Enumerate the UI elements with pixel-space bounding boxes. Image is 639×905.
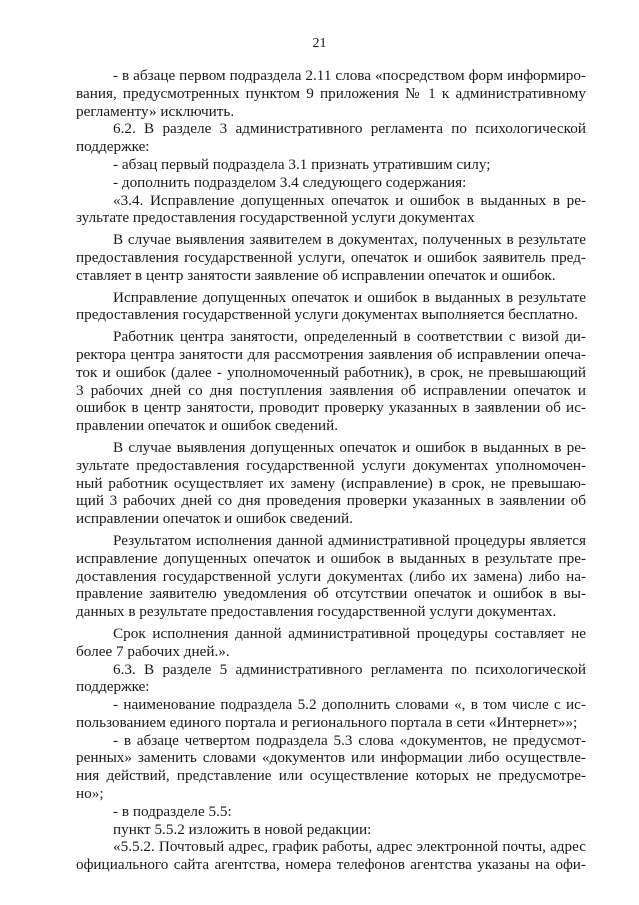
- paragraph: [76, 231, 586, 284]
- text-line: В случае выявления заявителем в документах, полученных в результате: [113, 231, 586, 249]
- text-line: «3.4. Исправление допущенных опечаток и ошибок в выданных в ре-: [113, 191, 586, 209]
- text-line: пользованием единого портала и регионального портала в сети «Интернет»»;: [76, 713, 578, 731]
- text-line: предоставления государственной услуги, опечаток и ошибок заявитель пред-: [76, 248, 586, 266]
- paragraph: [76, 696, 586, 732]
- text-line: 6.3. В разделе 5 административного регламента по психологической: [113, 660, 586, 678]
- paragraph: [76, 803, 586, 821]
- text-line: пункт 5.5.2 изложить в новой редакции:: [113, 820, 372, 838]
- text-line: - наименование подраздела 5.2 дополнить словами «, в том числе с ис-: [113, 696, 586, 714]
- paragraph: [76, 625, 586, 661]
- paragraph: [76, 838, 586, 874]
- text-line: зультате предоставления государственной услуги документах: [76, 209, 475, 227]
- text-line: - в абзаце четвертом подраздела 5.3 слова «документов, не предусмот-: [113, 731, 586, 749]
- text-line: вания, предусмотренных пунктом 9 приложения № 1 к административному: [76, 84, 586, 102]
- page-number: 21: [312, 36, 327, 51]
- text-line: ный работник осуществляет их замену (исправление) в срок, не превышаю-: [76, 474, 586, 492]
- paragraph: [76, 532, 586, 621]
- text-line: исправление допущенных опечаток и ошибок в выданных в результате пре-: [76, 549, 586, 567]
- text-line: 3 рабочих дней со дня поступления заявления об исправлении опечаток и: [76, 381, 586, 399]
- text-line: ток и ошибок (далее - уполномоченный работник), в срок, не превышающий: [76, 363, 586, 381]
- paragraph: [76, 174, 586, 192]
- paragraph: [76, 661, 586, 697]
- text-line: предоставления государственной услуги документах выполняется бесплатно.: [76, 306, 578, 324]
- paragraph: [76, 156, 586, 174]
- text-line: поддержке:: [76, 678, 150, 696]
- text-line: данных в результате предоставления государственной услуги документах.: [76, 603, 557, 621]
- text-line: более 7 рабочих дней.».: [76, 642, 230, 660]
- text-line: щий 3 рабочих дней со дня проведения проверки указанных в заявлении об: [76, 492, 586, 510]
- text-line: поддержке:: [76, 138, 150, 156]
- text-line: ошибок в центр занятости, проводит проверку указанных в заявлении об ис-: [76, 399, 586, 417]
- paragraph: [76, 120, 586, 156]
- text-line: зультате предоставления государственной услуги документах уполномочен-: [76, 456, 586, 474]
- text-line: 6.2. В разделе 3 административного регламента по психологической: [113, 120, 586, 138]
- paragraph: [76, 439, 586, 528]
- text-line: ренных» заменить словами «документов или информации либо осуществле-: [76, 749, 586, 767]
- paragraph: [76, 732, 586, 803]
- paragraph: [76, 289, 586, 325]
- text-line: Результатом исполнения данной административной процедуры является: [113, 531, 586, 549]
- paragraph: [76, 821, 586, 839]
- document-body: [76, 67, 586, 874]
- paragraph: [76, 192, 586, 228]
- text-line: правлении опечаток и ошибок сведений.: [76, 417, 339, 435]
- text-line: - в подразделе 5.5:: [113, 802, 232, 820]
- paragraph: [76, 67, 586, 120]
- text-line: Работник центра занятости, определенный в соответствии с визой ди-: [113, 328, 586, 346]
- text-line: «5.5.2. Почтовый адрес, график работы, адрес электронной почты, адрес: [113, 838, 586, 856]
- text-line: официального сайта агентства, номера телефонов агентства указаны на офи-: [76, 856, 586, 874]
- text-line: исправлении опечаток и ошибок сведений.: [76, 510, 353, 528]
- text-line: ставляет в центр занятости заявление об исправлении опечаток и ошибок.: [76, 266, 556, 284]
- text-line: В случае выявления допущенных опечаток и ошибок в выданных в ре-: [113, 438, 586, 456]
- text-line: Исправление допущенных опечаток и ошибок в выданных в результате: [113, 288, 586, 306]
- text-line: доставления государственной услуги документах (либо их замена) либо на-: [76, 567, 586, 585]
- text-line: - абзац первый подраздела 3.1 признать утратившим силу;: [113, 155, 491, 173]
- text-line: Срок исполнения данной административной процедуры составляет не: [113, 624, 586, 642]
- text-line: - в абзаце первом подраздела 2.11 слова «посредством форм информиро-: [113, 67, 586, 84]
- text-line: но»;: [76, 785, 104, 803]
- text-line: регламенту» исключить.: [76, 102, 235, 120]
- text-line: ректора центра занятости для рассмотрения заявления об исправлении опеча-: [76, 345, 586, 363]
- text-line: правление заявителю уведомления об отсутствии опечаток и ошибок в вы-: [76, 585, 586, 603]
- text-line: - дополнить подразделом 3.4 следующего содержания:: [113, 173, 467, 191]
- paragraph: [76, 328, 586, 435]
- text-line: ния действий, представление или осуществление которых не предусмотре-: [76, 767, 586, 785]
